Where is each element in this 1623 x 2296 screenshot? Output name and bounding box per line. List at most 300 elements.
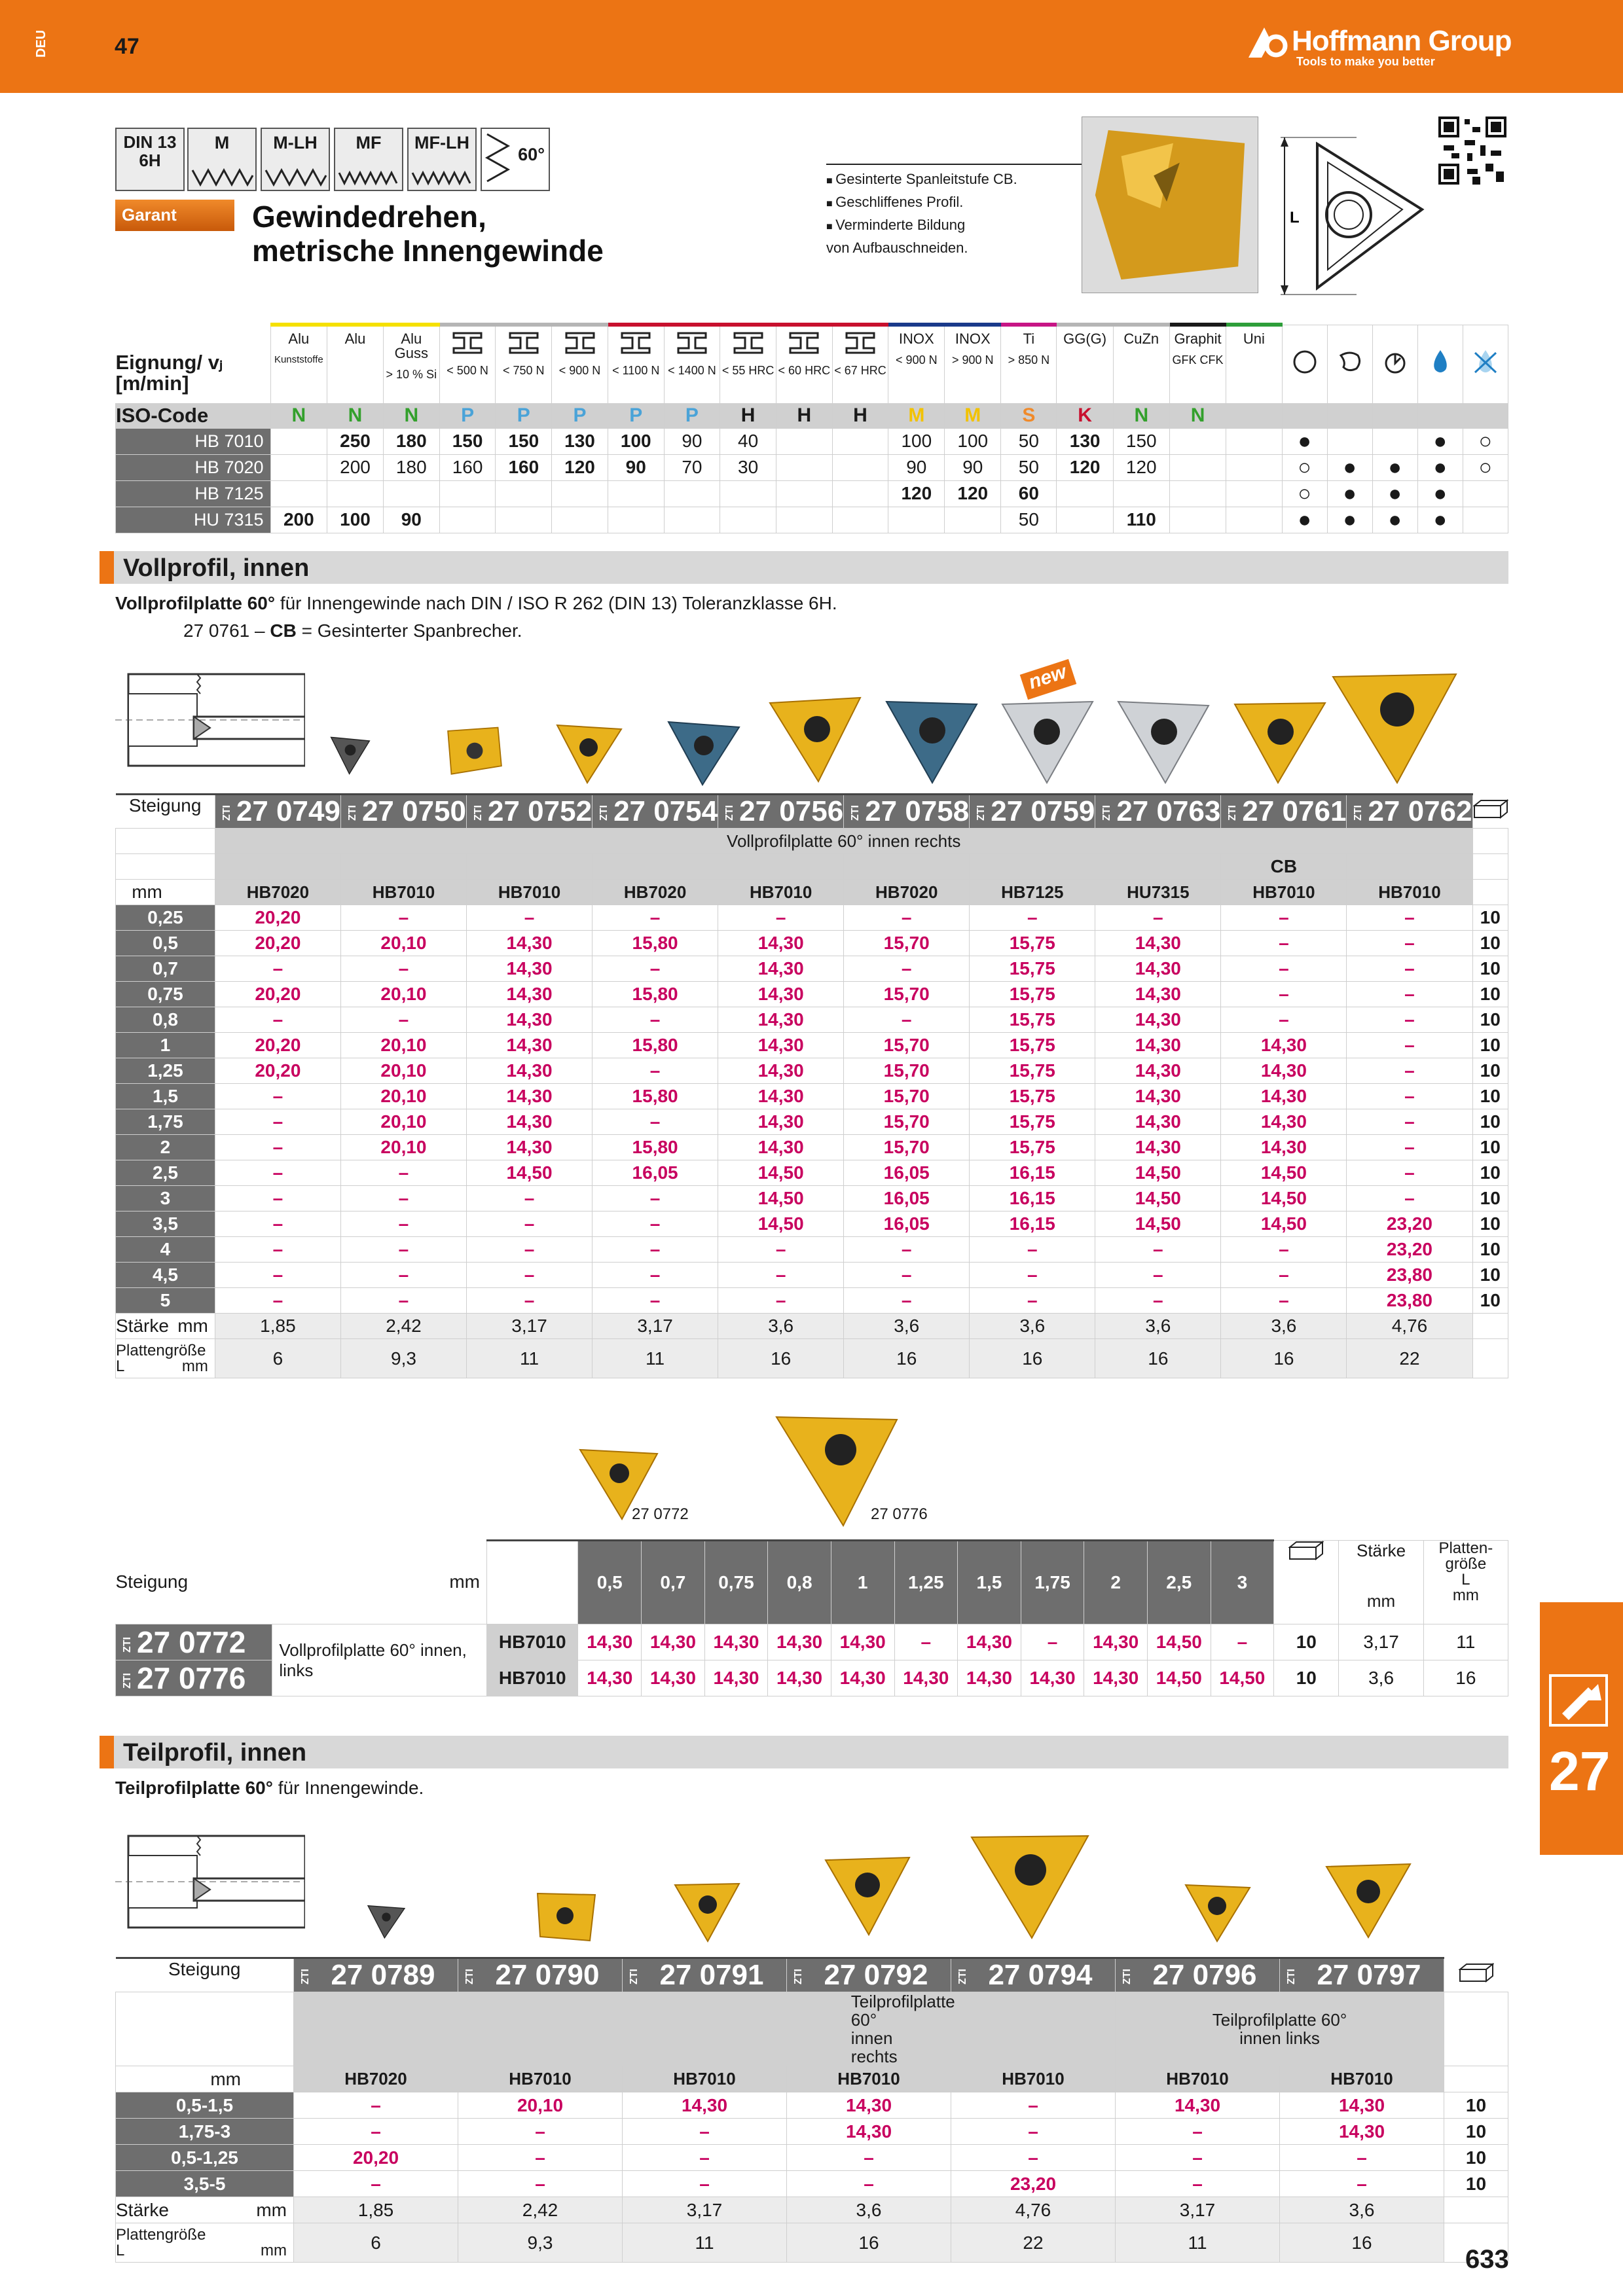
grade: HB7020 [844,880,970,905]
price: 14,30 [704,1660,768,1696]
speed-value: 90 [664,428,720,454]
speed-value: 160 [496,454,552,480]
pitch: 1,75 [1021,1541,1084,1624]
thickness: 3,6 [970,1314,1095,1339]
price: 16,15 [970,1160,1095,1186]
grade-row [116,2066,1508,2092]
price: – [844,1288,970,1314]
price: 14,30 [623,2092,787,2119]
grade: HB7125 [970,880,1095,905]
section-description: Vollprofilplatte 60° für Innengewinde nach DIN / ISO R 262 (DIN 13) Toleranzklasse 6H. [115,593,837,613]
pitch: 1,25 [894,1541,958,1624]
price: – [294,2171,458,2197]
plate-size: 9,3 [458,2223,623,2263]
price: – [787,2145,951,2171]
cooling-symbol [1463,507,1508,533]
price: 14,30 [1280,2119,1444,2145]
pack-qty: 10 [1472,1084,1508,1109]
pack-qty: 10 [1444,2092,1508,2119]
pitch-header-row [116,1541,1508,1624]
feature-item: ■ Geschliffenes Profil. [826,192,1017,215]
price: – [1347,905,1472,931]
price-row [116,1007,1508,1033]
price: 20,20 [215,1033,340,1058]
price: – [593,905,718,931]
steel-beam-icon [677,332,707,354]
speed-value [270,428,327,454]
price: – [294,2092,458,2119]
language-code: DEU [34,29,48,58]
speed-value [552,480,608,507]
price: 15,80 [593,982,718,1007]
grade: HB7010 [1116,2066,1280,2092]
plate-size: 16 [718,1339,844,1378]
price: 14,30 [958,1660,1021,1696]
price: 14,30 [1095,982,1221,1007]
plate-size: 11 [1423,1624,1508,1660]
insert-image-27-0750 [445,725,504,778]
article-number: ZTI 27 0772 [116,1624,272,1660]
price: 20,10 [340,982,466,1007]
thickness-row [116,1314,1508,1339]
price: – [593,1007,718,1033]
cb-cell [1095,854,1221,880]
price: 15,70 [844,931,970,956]
speed-value: 150 [1113,428,1169,454]
package-icon [1472,795,1508,829]
price: 15,75 [970,1109,1095,1135]
speed-value: 120 [888,480,945,507]
iso-code-cell: N [1113,403,1169,428]
speed-value: 90 [608,454,664,480]
thickness: 3,17 [1116,2197,1280,2223]
price: 14,50 [1211,1660,1274,1696]
material-column-header: Graphit GFK CFK [1169,325,1226,403]
no-coolant-icon [1463,325,1508,403]
internal-threading-diagram [115,668,305,772]
cooling-symbol: ● [1282,507,1327,533]
price: 20,20 [215,982,340,1007]
price: 14,30 [1095,931,1221,956]
insert-image-27-0754 [665,717,743,789]
thread-form-m: M [187,128,257,191]
price-row [116,1058,1508,1084]
section-description: Teilprofilplatte 60° für Innengewinde. [115,1778,424,1798]
price: – [340,1211,466,1237]
speed-value [1057,507,1113,533]
cb-cell [1347,854,1472,880]
package-icon [1274,1541,1339,1624]
price: 20,10 [340,1109,466,1135]
grade: HB7010 [1221,880,1347,905]
price-row [116,1186,1508,1211]
cooling-symbol: ● [1372,454,1417,480]
cooling-symbol: ○ [1463,454,1508,480]
thread-profile-icon [191,168,254,187]
price: 14,30 [467,1007,593,1033]
grade: HB7010 [623,2066,787,2092]
pitch: 3 [116,1186,215,1211]
price: 20,20 [215,1058,340,1084]
speed-value: 50 [1001,454,1057,480]
price: 14,30 [831,1624,894,1660]
price: 14,30 [718,1033,844,1058]
article-header-row [116,795,1508,829]
iso-code-cell: N [270,403,327,428]
pitch: 3 [1211,1541,1274,1624]
plate-size: 6 [294,2223,458,2263]
price: – [215,1007,340,1033]
price-row [116,1263,1508,1288]
emulsion-icon [1372,325,1417,403]
thickness: 2,42 [340,1314,466,1339]
article-number: ZTI 27 0792 [787,1958,951,1992]
price: – [340,1007,466,1033]
price: 15,70 [844,1033,970,1058]
speed-value: 110 [1113,507,1169,533]
pack-qty: 10 [1444,2145,1508,2171]
pack-qty: 10 [1472,1109,1508,1135]
price: 15,75 [970,1058,1095,1084]
material-column-header: < 1400 N [664,325,720,403]
pitch: 0,75 [116,982,215,1007]
package-quantity-icon [1459,1963,1494,1982]
price: – [894,1624,958,1660]
steel-beam-icon [621,332,651,354]
speed-value: 100 [945,428,1001,454]
pitch: 2,5 [1147,1541,1211,1624]
insert-image-27-0789 [363,1901,409,1941]
article-number: ZTI 27 0797 [1280,1958,1444,1992]
insert-image-27-0749 [327,732,373,778]
price-row [116,1624,1508,1660]
plate-size: 16 [1280,2223,1444,2263]
price: 14,30 [1221,1084,1347,1109]
price: 16,05 [844,1160,970,1186]
price: 14,30 [1095,1084,1221,1109]
price: 15,80 [593,931,718,956]
price: – [623,2119,787,2145]
price: – [970,905,1095,931]
garant-logo: Garant [115,200,234,231]
material-column-header: Alu [327,325,384,403]
price: – [1221,905,1347,931]
price: 14,30 [1084,1660,1148,1696]
price: 14,50 [1095,1186,1221,1211]
price: 14,30 [467,982,593,1007]
speed-value: 200 [270,507,327,533]
price: – [340,1237,466,1263]
pitch: 0,75 [704,1541,768,1624]
material-column-header: < 55 HRC [720,325,776,403]
thickness: 3,17 [467,1314,593,1339]
iso-code-cell: S [1001,403,1057,428]
price: – [215,1160,340,1186]
pitch: 4 [116,1237,215,1263]
price: 14,30 [467,1033,593,1058]
price: – [718,1288,844,1314]
price: – [467,1186,593,1211]
pack-qty: 10 [1274,1624,1339,1660]
price: 14,30 [1095,1033,1221,1058]
speed-value: 90 [383,507,439,533]
article-number: ZTI 27 0761 [1221,795,1347,829]
material-column-header: Alu Kunststoffe [270,325,327,403]
price: – [1221,1007,1347,1033]
price: – [844,905,970,931]
price: – [1347,1058,1472,1084]
price: – [215,1211,340,1237]
price: – [1221,1237,1347,1263]
material-column-header: CuZn [1113,325,1169,403]
iso-code-cell [1282,403,1327,428]
steigung-label: Steigung [116,1958,294,1992]
speed-value [608,507,664,533]
thread-form-m-lh: M-LH [261,128,330,191]
price: – [970,1237,1095,1263]
speed-value: 90 [945,454,1001,480]
iso-code-cell: K [1057,403,1113,428]
speed-value [1169,480,1226,507]
iso-code-cell [1327,403,1372,428]
suitability-table [115,323,1508,533]
price: 14,30 [1221,1058,1347,1084]
article-header-row [116,1958,1508,1992]
price: 14,50 [718,1160,844,1186]
thickness-row [116,2197,1508,2223]
material-column-header: < 67 HRC [832,325,888,403]
grade: HB7010 [718,880,844,905]
plate-size: 11 [1116,2223,1280,2263]
price: 14,30 [1221,1135,1347,1160]
price: 16,15 [970,1186,1095,1211]
price: – [1095,1288,1221,1314]
speed-value [1226,428,1282,454]
cb-cell [844,854,970,880]
speed-value: 150 [496,428,552,454]
speed-value [776,428,832,454]
page-title: Gewindedrehen, metrische Innengewinde [252,200,604,268]
price: 14,30 [1095,1135,1221,1160]
price: 14,30 [718,1058,844,1084]
grade: HB7020 [294,2066,458,2092]
iso-code-cell [1463,403,1508,428]
article-number: ZTI 27 0790 [458,1958,623,1992]
price: 14,50 [1221,1186,1347,1211]
speed-value [327,480,384,507]
left-insert-table [115,1539,1508,1696]
price: 14,30 [578,1660,642,1696]
pack-qty: 10 [1472,1058,1508,1084]
iso-code-cell: N [1169,403,1226,428]
price: 20,20 [215,931,340,956]
price: – [294,2119,458,2145]
speed-value: 70 [664,454,720,480]
iso-code-cell: H [720,403,776,428]
iso-row [116,403,1508,428]
price: – [593,1211,718,1237]
price: 14,30 [467,931,593,956]
insert-image-27-0761 [1231,695,1329,787]
mql-icon [1327,325,1372,403]
pitch: 0,5 [116,931,215,956]
brand-name: Hoffmann Group [1292,25,1512,57]
iso-code-cell: H [776,403,832,428]
grade-row [116,428,1508,454]
iso-code-cell [1372,403,1417,428]
price: – [1347,956,1472,982]
size-header: Platten-größe L mm [1423,1541,1508,1624]
article-number: ZTI 27 0763 [1095,795,1221,829]
cooling-symbol: ● [1327,480,1372,507]
grade-row [116,880,1508,905]
price: – [593,1058,718,1084]
price: – [1280,2171,1444,2197]
pitch: 4,5 [116,1263,215,1288]
speed-value [776,480,832,507]
price: 14,50 [1147,1660,1211,1696]
thickness: 2,42 [458,2197,623,2223]
speed-value [832,454,888,480]
price: 16,05 [593,1160,718,1186]
steigung-label: Steigung [116,795,215,829]
speed-value: 100 [327,507,384,533]
grade: HB7020 [593,880,718,905]
price: – [1347,1186,1472,1211]
price: 14,30 [704,1624,768,1660]
feature-item: ■ Verminderte Bildung von Aufbauschneiden. [826,215,990,259]
section-title: Teilprofil, innen [123,1739,307,1767]
cooling-symbol: ● [1327,507,1372,533]
price: – [593,1237,718,1263]
price: – [467,1288,593,1314]
internal-threading-diagram [115,1829,305,1934]
thickness: 3,17 [623,2197,787,2223]
size-row [116,2223,1508,2263]
material-column-header: < 500 N [439,325,496,403]
thickness: 1,85 [294,2197,458,2223]
price-row [116,982,1508,1007]
price: 15,75 [970,1084,1095,1109]
speed-value [776,507,832,533]
price: 15,75 [970,1135,1095,1160]
price: – [1347,1084,1472,1109]
speed-value: 250 [327,428,384,454]
package-quantity-icon [1473,799,1508,819]
speed-value: 120 [945,480,1001,507]
price: – [467,905,593,931]
price: – [623,2171,787,2197]
price: 15,70 [844,1135,970,1160]
speed-value: 180 [383,428,439,454]
speed-value: 50 [1001,428,1057,454]
pitch: 1 [831,1541,894,1624]
speed-value: 60 [1001,480,1057,507]
price: 20,10 [340,1033,466,1058]
brand-tagline: Tools to make you better [1296,55,1435,68]
price: 14,50 [718,1211,844,1237]
iso-code-cell [1417,403,1463,428]
chapter-number: 27 [1549,1740,1611,1802]
speed-value [832,507,888,533]
price-row [116,956,1508,982]
material-column-header: GG(G) [1057,325,1113,403]
insert-caption: 27 0772 [632,1505,689,1523]
price: – [951,2092,1116,2119]
price: 15,70 [844,1084,970,1109]
pitch: 1,5 [116,1084,215,1109]
price: 14,30 [718,1007,844,1033]
speed-value [888,507,945,533]
speed-value [1226,507,1282,533]
cb-cell [340,854,466,880]
pack-qty: 10 [1472,1033,1508,1058]
thread-profile-icon [264,168,327,187]
plate-size: 11 [593,1339,718,1378]
price: – [1116,2119,1280,2145]
steel-beam-icon [845,332,875,354]
size-label: Plattengröße L mm [116,2223,294,2263]
price: – [1116,2171,1280,2197]
price: – [1347,1007,1472,1033]
price-row [116,1109,1508,1135]
material-column-header: < 1100 N [608,325,664,403]
price: 14,30 [467,1109,593,1135]
price-row [116,2119,1508,2145]
price: 14,30 [467,1084,593,1109]
speed-value [383,480,439,507]
article-number: ZTI 27 0750 [340,795,466,829]
price: – [1021,1624,1084,1660]
insert-image-27-0796 [1182,1878,1254,1944]
thread-profile-icon [411,168,474,187]
price: – [215,1263,340,1288]
thickness: 4,76 [1347,1314,1472,1339]
material-column-header: < 750 N [496,325,552,403]
article-number: ZTI 27 0762 [1347,795,1472,829]
price-row [116,1033,1508,1058]
speed-value [496,507,552,533]
price: 14,30 [718,1135,844,1160]
pack-qty: 10 [1472,931,1508,956]
price: 14,30 [1095,1007,1221,1033]
speed-value [439,507,496,533]
pitch: 3,5 [116,1211,215,1237]
price: – [844,956,970,982]
cooling-symbol [1327,428,1372,454]
turning-tool-icon [1549,1674,1608,1727]
thickness: 3,17 [593,1314,718,1339]
price: 16,15 [970,1211,1095,1237]
grade: HU7315 [1095,880,1221,905]
price: – [718,1237,844,1263]
pack-qty: 10 [1472,1288,1508,1314]
grade: HB7010 [1347,880,1472,905]
vollprofil-table [115,793,1508,1378]
pitch: 0,25 [116,905,215,931]
insert-image-27-0762 [1329,668,1460,785]
pitch: 0,5-1,25 [116,2145,294,2171]
size-row [116,1339,1508,1378]
cooling-symbol [1372,428,1417,454]
material-column-header: Alu Guss > 10 % Si [383,325,439,403]
price: 14,30 [718,956,844,982]
pitch: 0,8 [768,1541,831,1624]
chapter-tab[interactable] [1540,1602,1623,1855]
steigung-label: Steigung mm [115,1571,480,1592]
price: 15,80 [593,1033,718,1058]
price: – [458,2119,623,2145]
